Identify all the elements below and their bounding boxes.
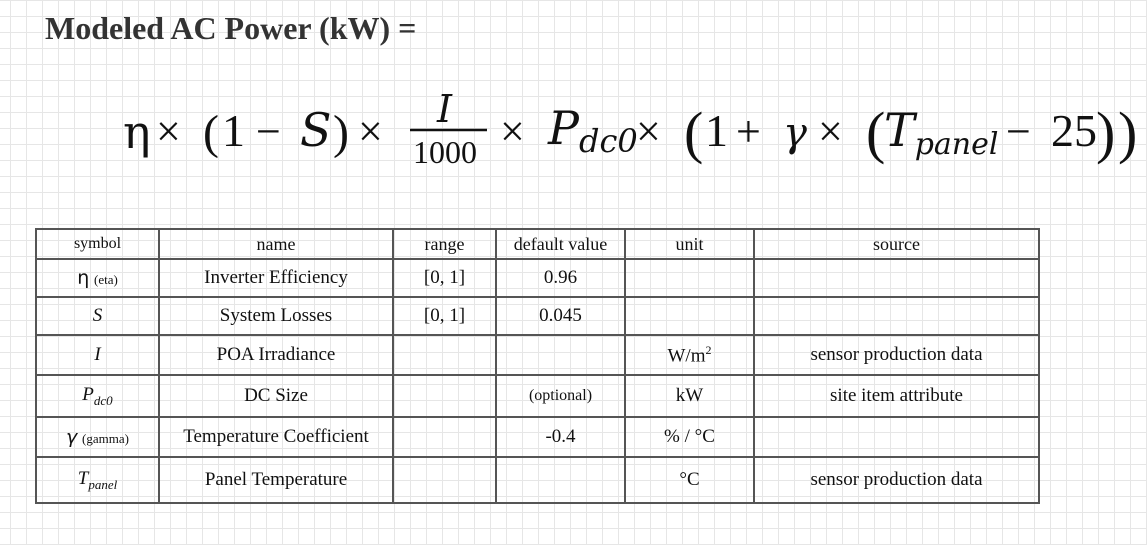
- source-cell: sensor production data: [754, 457, 1039, 503]
- formula-times-4: ×: [636, 107, 661, 156]
- unit-cell: kW: [625, 375, 754, 417]
- name-cell: POA Irradiance: [159, 335, 393, 375]
- default-cell: [496, 457, 625, 503]
- symbol-note: (gamma): [82, 430, 129, 446]
- unit-cell: % / °C: [625, 417, 754, 457]
- header-range: range: [393, 229, 496, 259]
- formula-minus-1: −: [256, 107, 281, 156]
- source-cell: site item attribute: [754, 375, 1039, 417]
- formula-minus-2: −: [1006, 107, 1031, 156]
- source-cell: [754, 297, 1039, 335]
- formula-gamma: γ: [783, 110, 807, 156]
- s-symbol: S: [92, 305, 103, 326]
- range-cell: [393, 457, 496, 503]
- range-cell: [393, 375, 496, 417]
- i-symbol: I: [94, 344, 101, 365]
- header-default-value: default value: [496, 229, 625, 259]
- formula-paren-open-3: (: [866, 100, 886, 165]
- formula-P: [547, 101, 638, 160]
- formula-I: I: [437, 87, 453, 131]
- formula-T-sub: panel: [914, 127, 999, 162]
- range-cell: [0, 1]: [393, 259, 496, 297]
- formula-P-base: P: [548, 101, 579, 155]
- range-cell: [393, 335, 496, 375]
- table-row: [36, 457, 1039, 503]
- name-cell: Temperature Coefficient: [159, 417, 393, 457]
- p-symbol: P: [82, 383, 94, 405]
- table-row: [36, 335, 1039, 375]
- parameters-table: [35, 228, 1040, 504]
- symbol-cell: [36, 375, 159, 417]
- default-cell: 0.96: [496, 259, 625, 297]
- formula-one-2: 1: [705, 105, 728, 156]
- formula-P-sub: dc0: [578, 122, 638, 160]
- formula-eta: η: [123, 105, 151, 159]
- unit-superscript: 2: [705, 342, 712, 357]
- unit-cell: [625, 259, 754, 297]
- header-source: source: [754, 229, 1039, 259]
- table-row: [36, 259, 1039, 297]
- table-header-row: [36, 229, 1039, 259]
- symbol-cell: [36, 417, 159, 457]
- source-cell: sensor production data: [754, 335, 1039, 375]
- formula-denominator: 1000: [413, 134, 477, 170]
- name-cell: System Losses: [159, 297, 393, 335]
- formula-times-5: ×: [818, 107, 843, 156]
- unit-cell: °C: [625, 457, 754, 503]
- source-cell: [754, 417, 1039, 457]
- header-name: name: [159, 229, 393, 259]
- t-subscript: panel: [88, 476, 118, 492]
- symbol-cell: [36, 259, 159, 297]
- table-row: [36, 375, 1039, 417]
- table-row: [36, 417, 1039, 457]
- formula-paren-close-2: ): [1118, 100, 1138, 165]
- symbol-note: (eta): [93, 271, 118, 287]
- formula-plus: +: [736, 107, 761, 156]
- formula-T: [884, 103, 998, 162]
- formula-times-2: ×: [358, 107, 383, 156]
- formula-S: S: [300, 103, 332, 157]
- header-unit: unit: [625, 229, 754, 259]
- unit-base: W/m: [667, 345, 706, 367]
- eta-symbol: η: [77, 266, 90, 289]
- gamma-symbol: γ: [66, 425, 78, 448]
- range-cell: [393, 417, 496, 457]
- default-cell: (optional): [496, 375, 625, 417]
- symbol-cell: [36, 457, 159, 503]
- ac-power-formula: [0, 80, 1147, 180]
- name-cell: Panel Temperature: [159, 457, 393, 503]
- default-cell: -0.4: [496, 417, 625, 457]
- p-subscript: dc0: [93, 392, 113, 408]
- unit-cell: [625, 335, 754, 375]
- formula-paren-close-3: ): [1096, 100, 1116, 165]
- formula-one-1: 1: [222, 105, 245, 156]
- default-cell: 0.045: [496, 297, 625, 335]
- formula-paren-open-1: (: [203, 106, 219, 159]
- page-heading: Modeled AC Power (kW) =: [45, 10, 417, 46]
- header-symbol: symbol: [36, 229, 159, 259]
- formula-T-base: T: [884, 103, 915, 157]
- formula-paren-open-2: (: [684, 100, 704, 165]
- default-cell: [496, 335, 625, 375]
- unit-cell: [625, 297, 754, 335]
- t-symbol: T: [77, 467, 89, 489]
- symbol-cell: [36, 297, 159, 335]
- range-cell: [0, 1]: [393, 297, 496, 335]
- formula-times-3: ×: [500, 107, 525, 156]
- formula-paren-close-1: ): [333, 106, 349, 159]
- source-cell: [754, 259, 1039, 297]
- formula-times-1: ×: [156, 107, 181, 156]
- name-cell: Inverter Efficiency: [159, 259, 393, 297]
- formula-twenty-five: 25: [1051, 105, 1097, 156]
- name-cell: DC Size: [159, 375, 393, 417]
- symbol-cell: [36, 335, 159, 375]
- table-row: [36, 297, 1039, 335]
